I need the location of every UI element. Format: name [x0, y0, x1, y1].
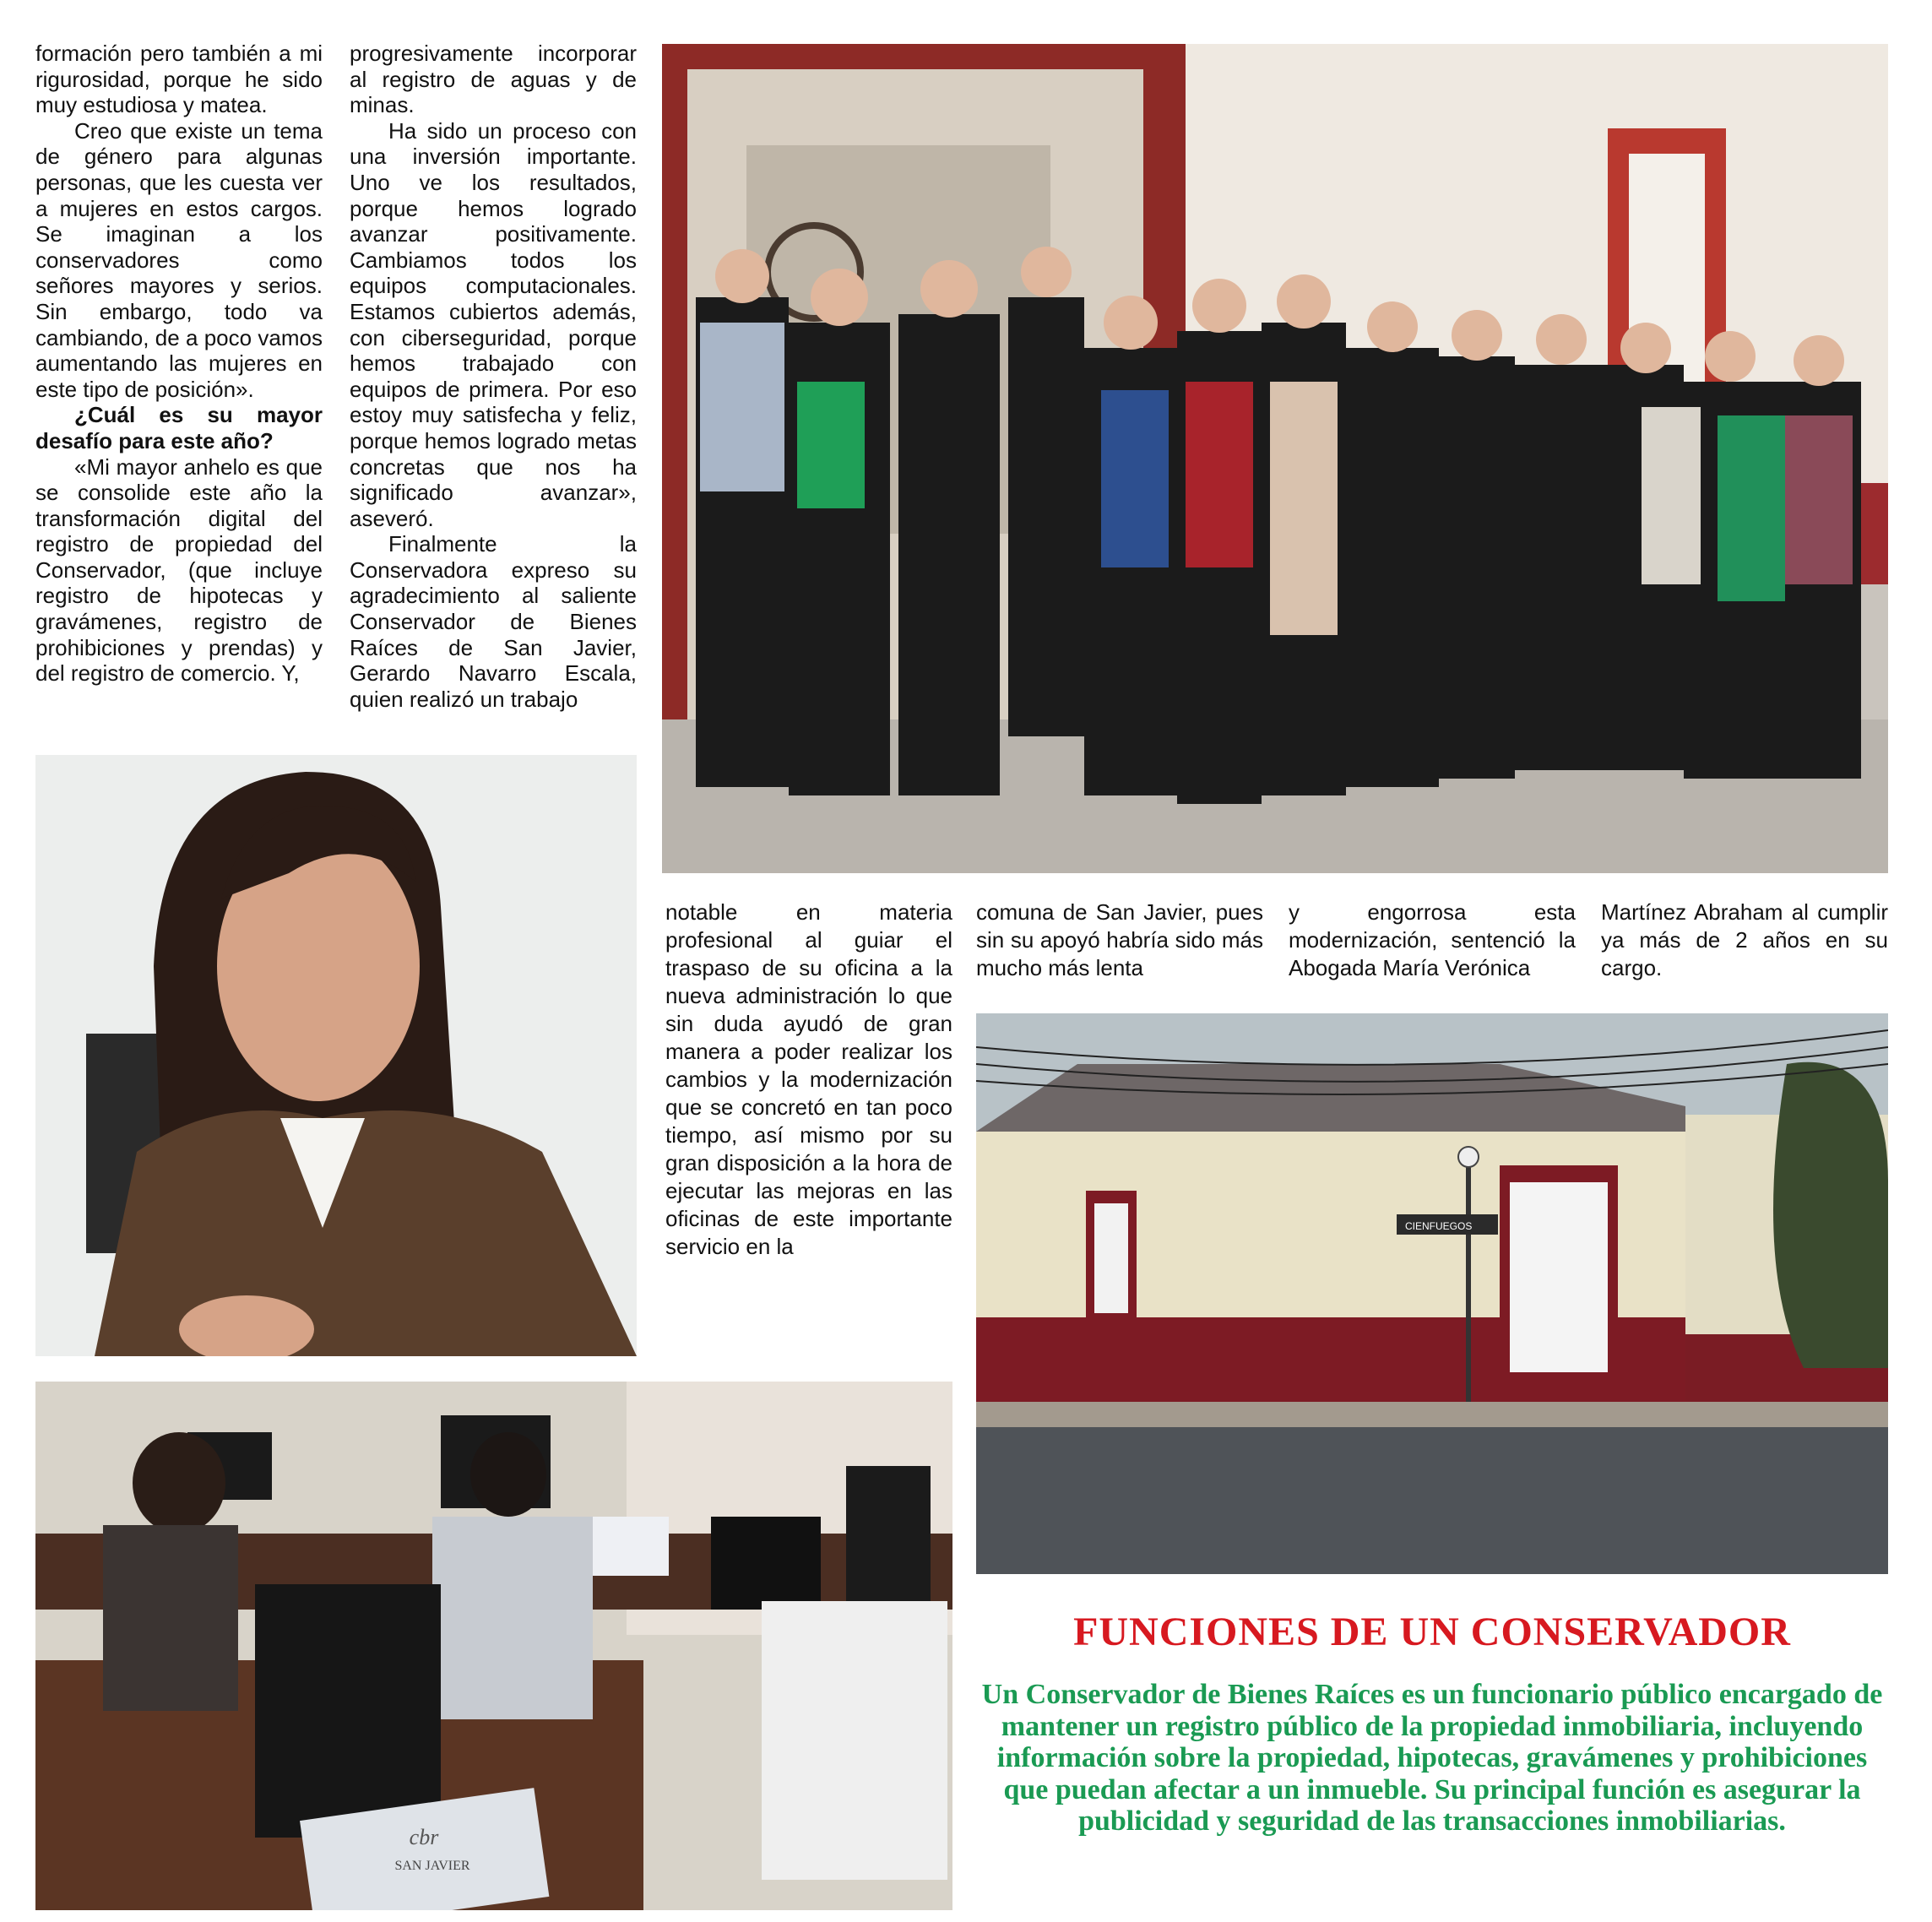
- paragraph: notable en materia profesional al guiar el traspaso de su oficina a la nueva administración lo que sin duda ayudó de gran manera a poder realizar los cambios y la modernización que se concretó en tan poco tiempo, así mismo por su gran disposición a la hora de ejecutar las mejoras en las oficinas de este importante servicio en la: [665, 899, 952, 1259]
- article-column-6: [1601, 899, 1888, 982]
- article-column-5: [1289, 899, 1576, 982]
- folder-label: SAN JAVIER: [394, 1859, 470, 1873]
- folder-logo: cbr: [409, 1825, 439, 1849]
- street-sign: CIENFUEGOS: [1405, 1220, 1473, 1232]
- paragraph: Finalmente la Conservadora expreso su agradecimiento al saliente Conservador de Bienes Raíces de San Javier, Gerardo Navarro Escala, quien realizó un trabajo: [350, 531, 637, 712]
- infobox-title: FUNCIONES DE UN CONSERVADOR: [1073, 1610, 1791, 1654]
- paragraph: y engorrosa esta modernización, sentenció la Abogada María Verónica: [1289, 899, 1576, 980]
- article-column-2: [350, 41, 637, 712]
- article-column-4: [976, 899, 1263, 982]
- paragraph: progresivamente incorporar al registro de aguas y de minas.: [350, 41, 637, 118]
- paragraph: formación pero también a mi rigurosidad, porque he sido muy estudiosa y matea.: [35, 41, 323, 118]
- paragraph: Creo que existe un tema de género para algunas personas, que les cuesta ver a mujeres en estos cargos. Se imaginan a los conservadores como señores mayores y serios. Sin embargo, todo va cambiando, de a poco vamos aumentando las mujeres en este tipo de posición».: [35, 117, 323, 402]
- paragraph: Ha sido un proceso con una inversión importante. Uno ve los resultados, porque hemos logrado avanzar positivamente. Cambiamos todos los equipos computacionales. Estamos cubiertos además, con ciberseguridad, porque hemos trabajado con equipos de primera. Por eso estoy muy satisfecha y feliz, porque hemos logrado metas concretas que nos ha significado avanzar», aseveró.: [350, 117, 637, 531]
- group-photo: [662, 44, 1888, 873]
- portrait-photo: [35, 755, 637, 1356]
- street-photo: [976, 1013, 1888, 1574]
- interview-question: ¿Cuál es su mayor desafío para este año?: [35, 402, 323, 453]
- article-column-1: [35, 41, 323, 687]
- paragraph: comuna de San Javier, pues sin su apoyó habría sido más mucho más lenta: [976, 899, 1263, 980]
- office-photo: [35, 1382, 952, 1910]
- infobox-body: Un Conservador de Bienes Raíces es un funcionario público encargado de mantener un registro público de la propiedad inmobiliaria, incluyendo información sobre la propiedad, hipotecas, gravámenes y prohibiciones que puedan afectar a un inmueble. Su principal función es asegurar la publicidad y seguridad de las transacciones inmobiliarias.: [981, 1679, 1883, 1837]
- paragraph: «Mi mayor anhelo es que se consolide este año la transformación digital del registro de propiedad del Conservador, (que incluye registro de hipotecas y gravámenes, registro de prohibiciones y prendas) y del registro de comercio. Y,: [35, 453, 323, 687]
- article-column-3: [665, 899, 952, 1261]
- paragraph: Martínez Abraham al cumplir ya más de 2 años en su cargo.: [1601, 899, 1888, 980]
